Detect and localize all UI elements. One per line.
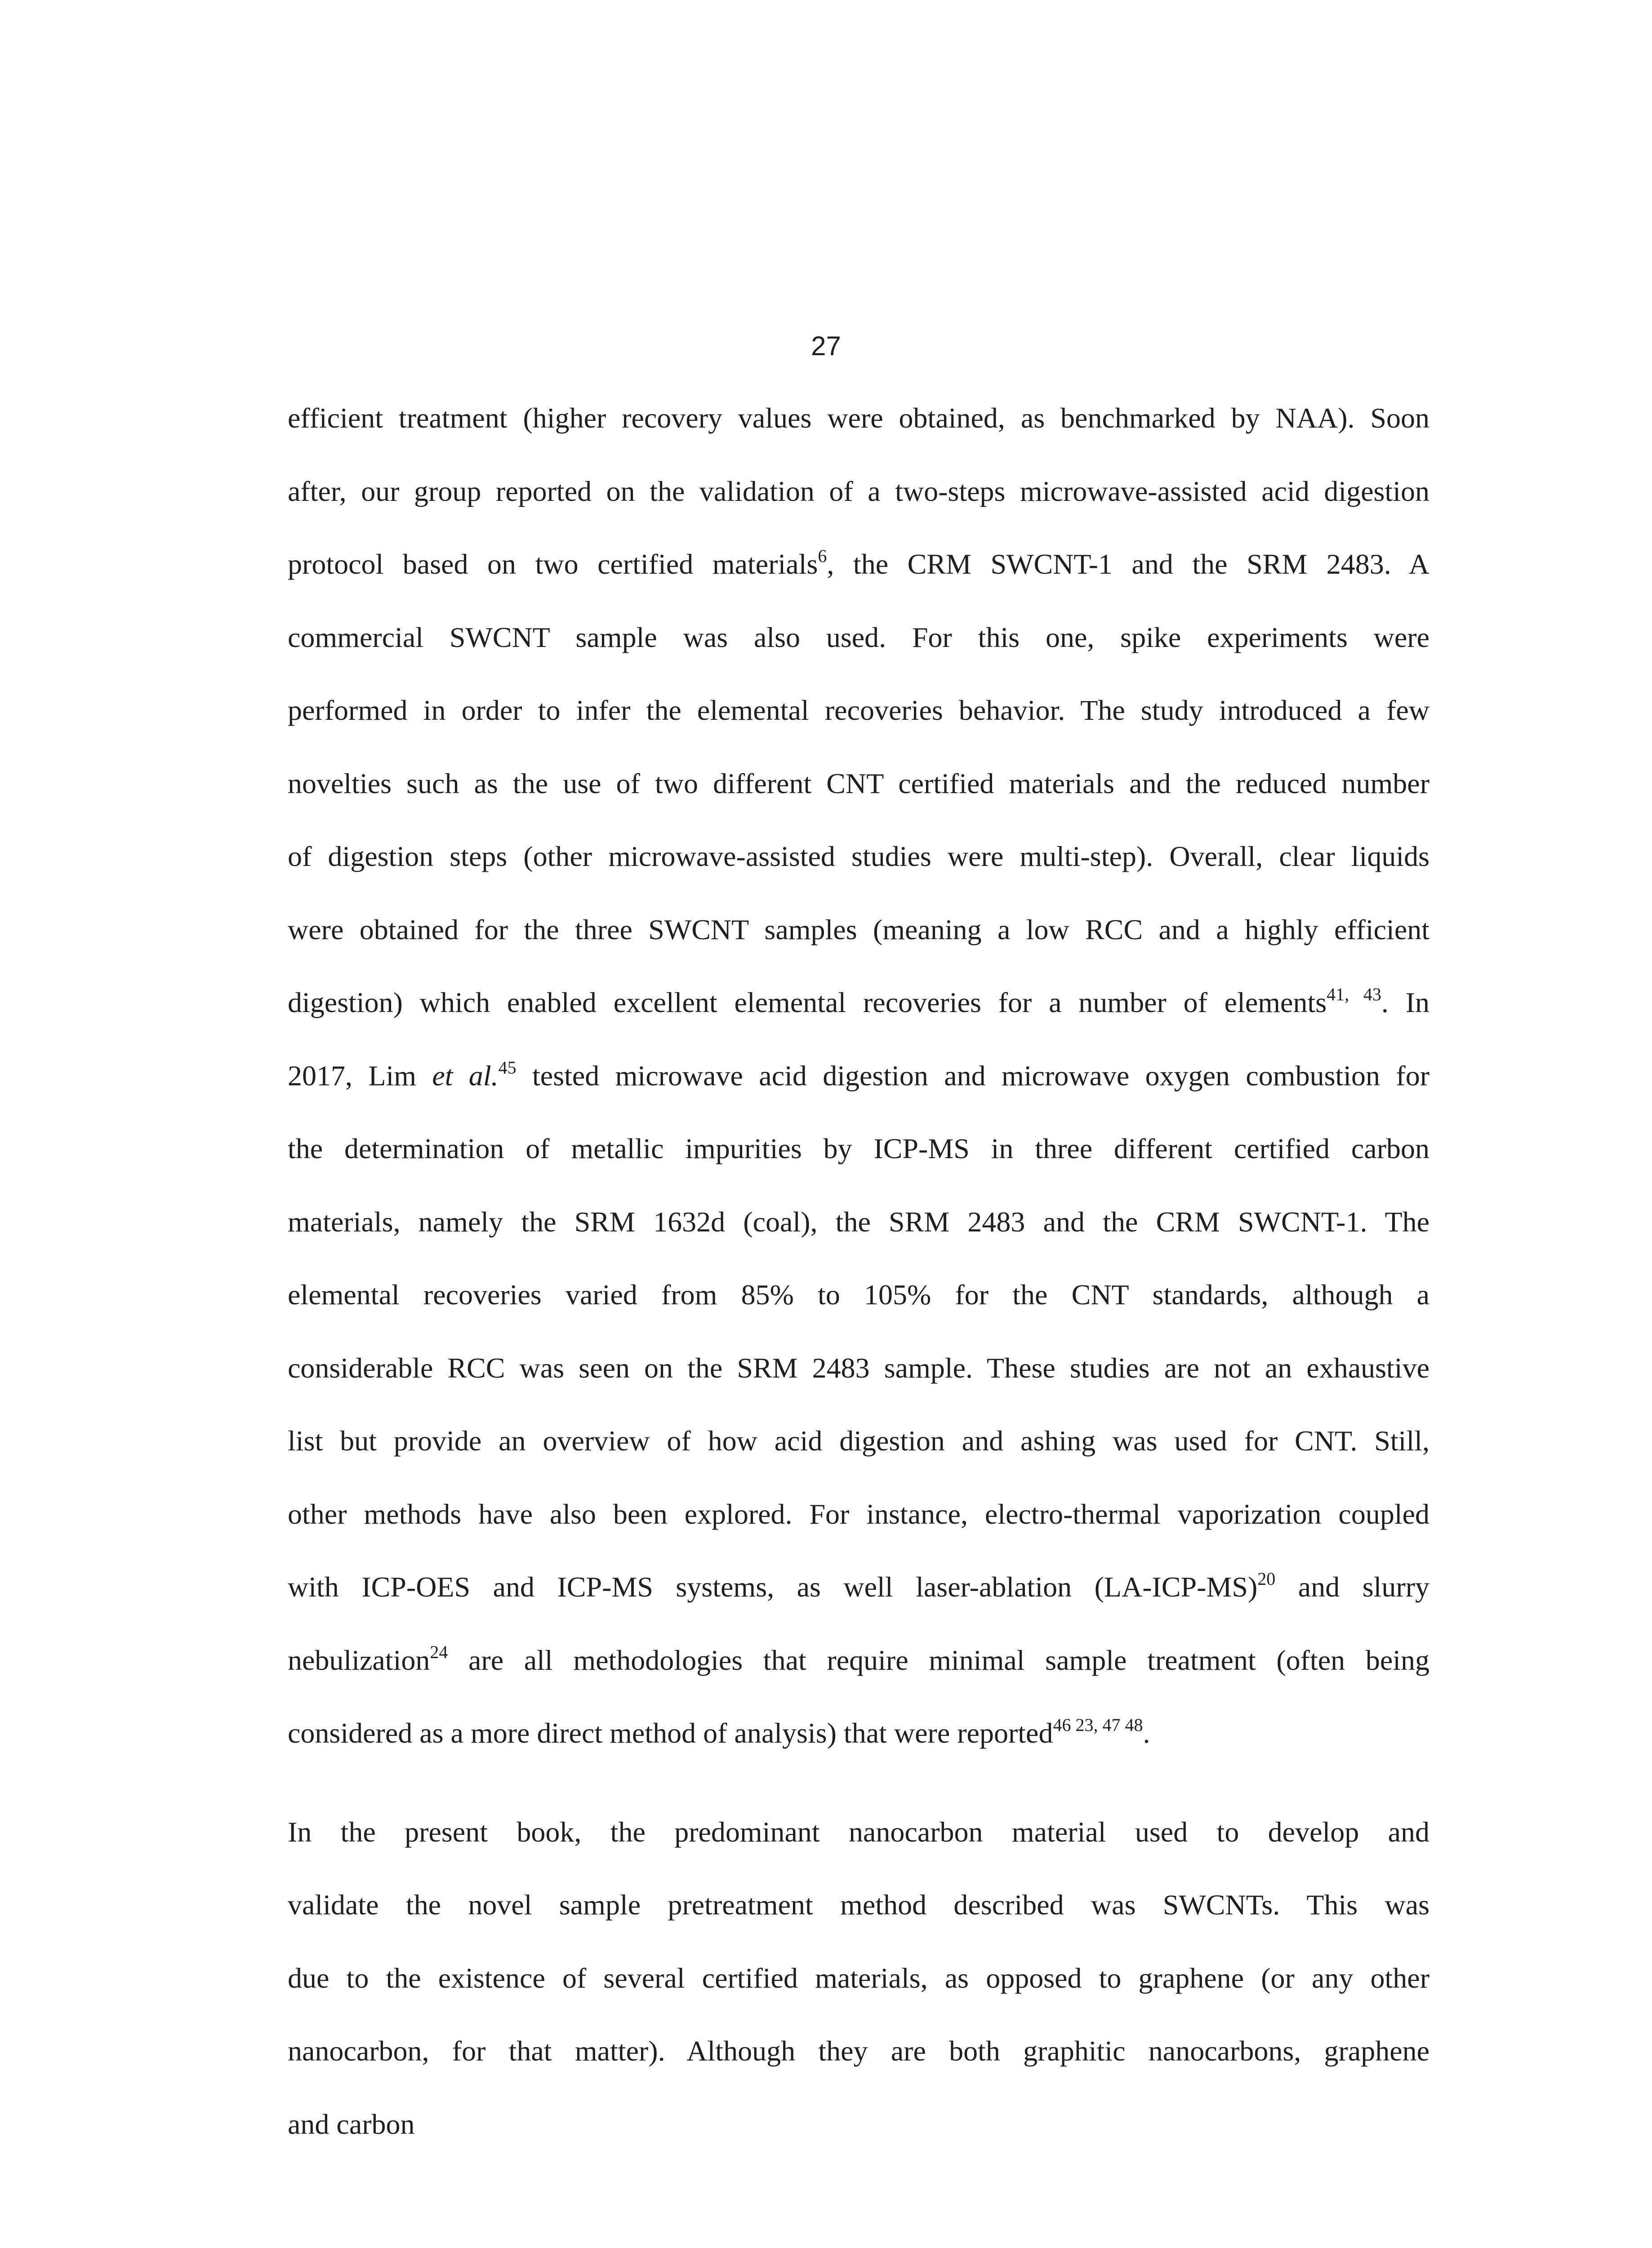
text-line: of digestion steps (other microwave-assisted studies were multi-step). Overall, clear liquids <box>288 840 1429 872</box>
text-span: considered as a more direct method of analysis) that were reported <box>288 1717 1053 1749</box>
text-line: were obtained for the three SWCNT samples (meaning a low RCC and a highly efficient <box>288 914 1429 946</box>
citation-superscript: 46 23, 47 48 <box>1053 1714 1143 1735</box>
citation-superscript: 24 <box>430 1641 448 1662</box>
citation-superscript: 45 <box>498 1057 517 1078</box>
text-line: efficient treatment (higher recovery values were obtained, as benchmarked by NAA). Soon <box>288 402 1429 434</box>
text-span: with ICP-OES and ICP-MS systems, as well laser-ablation (LA-ICP-MS) <box>288 1571 1258 1603</box>
text-line <box>288 1058 1429 1094</box>
citation-superscript: 6 <box>818 545 827 566</box>
text-line: after, our group reported on the validation of a two-steps microwave-assisted acid digestion <box>288 475 1429 507</box>
citation-superscript: 20 <box>1257 1568 1276 1589</box>
text-line: due to the existence of several certified materials, as opposed to graphene (or any other <box>288 1962 1429 1994</box>
italic-text: et al. <box>432 1060 499 1092</box>
text-span: 2017, Lim <box>288 1060 432 1092</box>
text-line: In the present book, the predominant nanocarbon material used to develop and <box>288 1816 1429 1848</box>
text-line: materials, namely the SRM 1632d (coal), the SRM 2483 and the CRM SWCNT-1. The <box>288 1206 1429 1238</box>
text-line: nanocarbon, for that matter). Although they are both graphitic nanocarbons, graphene <box>288 2035 1429 2067</box>
text-line: list but provide an overview of how acid digestion and ashing was used for CNT. Still, <box>288 1425 1429 1457</box>
text-line: elemental recoveries varied from 85% to 105% for the CNT standards, although a <box>288 1279 1429 1311</box>
text-line <box>288 1642 1429 1678</box>
text-line <box>288 1715 1429 1751</box>
text-span: tested microwave acid digestion and microwave oxygen combustion for <box>516 1060 1429 1092</box>
text-span: nebulization <box>288 1644 430 1676</box>
text-span: are all methodologies that require minimal sample treatment (often being <box>448 1644 1429 1676</box>
text-line: other methods have also been explored. For instance, electro-thermal vaporization coupled <box>288 1498 1429 1530</box>
text-span: . In <box>1381 986 1430 1018</box>
text-span: digestion) which enabled excellent elemental recoveries for a number of elements <box>288 986 1327 1018</box>
text-span: , the CRM SWCNT-1 and the SRM 2483. A <box>827 548 1430 580</box>
text-span: . <box>1143 1717 1150 1749</box>
text-line: performed in order to infer the elemental recoveries behavior. The study introduced a few <box>288 694 1429 726</box>
text-line <box>288 546 1429 582</box>
citation-superscript: 41, 43 <box>1327 984 1381 1004</box>
text-span: protocol based on two certified materials <box>288 548 818 580</box>
text-line: and carbon <box>288 2108 415 2140</box>
text-span: and slurry <box>1275 1571 1430 1603</box>
page-number: 27 <box>811 331 841 361</box>
text-line: considerable RCC was seen on the SRM 2483 sample. These studies are not an exhaustive <box>288 1352 1429 1384</box>
text-line: commercial SWCNT sample was also used. For this one, spike experiments were <box>288 621 1429 653</box>
text-line: validate the novel sample pretreatment method described was SWCNTs. This was <box>288 1889 1429 1921</box>
text-line <box>288 1569 1429 1605</box>
text-line: the determination of metallic impurities by ICP-MS in three different certified carbon <box>288 1133 1429 1164</box>
text-line: novelties such as the use of two different CNT certified materials and the reduced number <box>288 767 1429 799</box>
text-line <box>288 985 1429 1021</box>
